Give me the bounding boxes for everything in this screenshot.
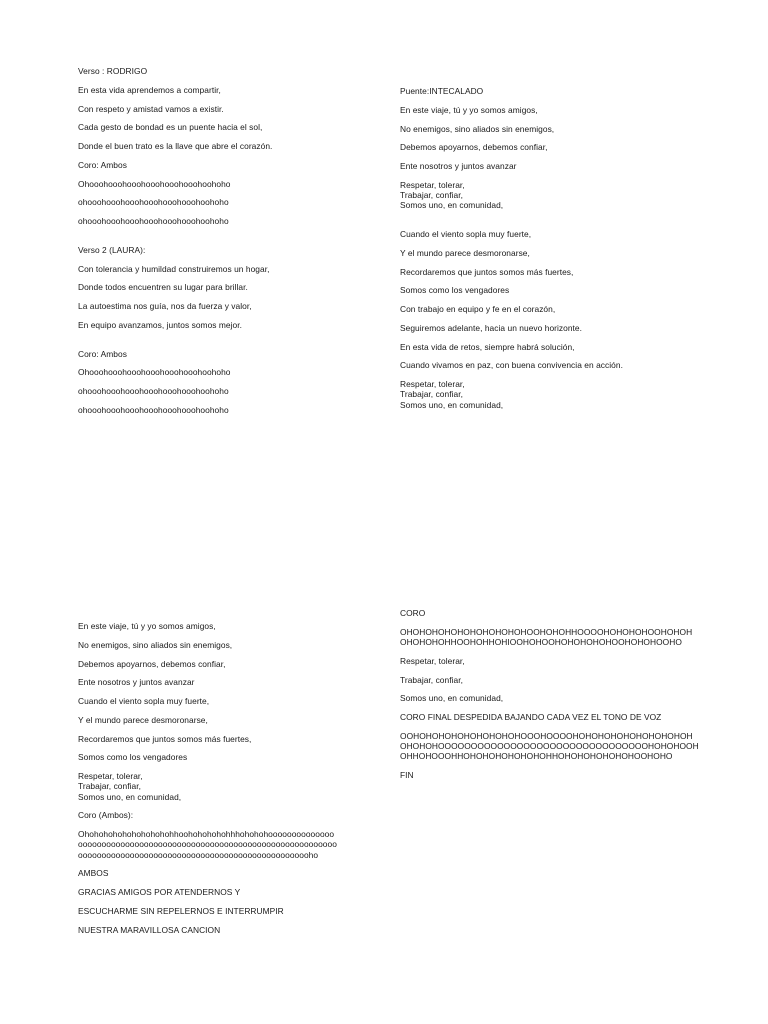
chorus-line: OHOHOHOHOHOHOHOHOHOHOOHOHOHHOOOOHOHOHOHOOHOHOH: [400, 626, 693, 637]
lyric-line: Ente nosotros y juntos avanzar: [78, 677, 195, 688]
chorus-heading: Coro (Ambos):: [78, 810, 134, 821]
chorus-line: ooooooooooooooooooooooooooooooooooooooooooooooooooooooo: [78, 839, 337, 850]
lyric-line: Trabajar, confiar,: [400, 389, 463, 400]
chorus-line: Ohooohooohooohooohooohooohoohoho: [78, 178, 231, 189]
lyric-line: Somos uno, en comunidad,: [78, 791, 182, 802]
chorus-line: oooooooooooooooooooooooooooooooooooooooooooooooooho: [78, 849, 319, 860]
chorus-line: ohooohooohooohooohooohooohoohoho: [78, 216, 229, 226]
chorus-heading: Coro: Ambos: [78, 159, 127, 170]
lyric-line: Cada gesto de bondad es un puente hacia el sol,: [78, 122, 263, 133]
lyric-line: En equipo avanzamos, juntos somos mejor.: [78, 319, 243, 330]
final-chorus-heading: CORO FINAL DESPEDIDA BAJANDO CADA VEZ EL TONO DE VOZ: [400, 712, 662, 722]
lyric-line: Seguiremos adelante, hacia un nuevo horizonte.: [400, 322, 583, 333]
lyric-line: Somos uno, en comunidad,: [400, 693, 504, 704]
lyric-line: Recordaremos que juntos somos más fuertes,: [400, 266, 574, 277]
lyric-line: Con tolerancia y humildad construiremos un hogar,: [78, 263, 270, 274]
lyric-line: Somos uno, en comunidad,: [400, 399, 504, 410]
chorus-line: Ohohohohohohohohohohhoohohohohohhhohohohoooooooooooooo: [78, 829, 335, 839]
lyric-line: Trabajar, confiar,: [400, 190, 463, 200]
lyric-line: Trabajar, confiar,: [400, 674, 463, 685]
chorus-line: OHOHOHOHHOOHOHHOHIOOHOHOOHOHOHOHOHOOHOHOHOOHO: [400, 637, 682, 647]
lyric-line: Cuando el viento sopla muy fuerte,: [400, 229, 532, 239]
bridge-heading: Puente:INTECALADO: [400, 86, 484, 96]
lyric-line: Cuando vivamos en paz, con buena convivencia en acción.: [400, 360, 623, 371]
chorus-heading: CORO: [400, 608, 426, 618]
lyric-line: Somos como los vengadores: [78, 752, 188, 763]
chorus-line: OHOHOHOOOOOOOOOOOOOOOOOOOOOOOOOOOOOOOOHOHOHOOH: [400, 741, 699, 751]
closing-line: ESCUCHARME SIN REPELERNOS E INTERRUMPIR: [78, 905, 284, 916]
lyrics-column-top-left: [78, 66, 272, 415]
lyric-line: Donde el buen trato es la llave que abre el corazón.: [78, 141, 273, 151]
chorus-line: Ohooohooohooohooohooohooohoohoho: [78, 367, 231, 378]
lyrics-column-bottom-left: [78, 621, 337, 935]
lyric-line: Respetar, tolerar,: [400, 179, 465, 190]
lyric-line: En esta vida aprendemos a compartir,: [78, 84, 221, 95]
chorus-line: OHHOHOOOHHOHOHOHOHOHOHOHHOHOHOHOHOHOHOOHOHO: [400, 751, 673, 762]
chorus-line: OOHOHOHOHOHOHOHOHOHOOOHOOOOHOHOHOHOHOHOHOHOHOH: [400, 730, 693, 741]
lyric-line: No enemigos, sino aliados sin enemigos,: [78, 639, 233, 650]
closing-line: NUESTRA MARAVILLOSA CANCION: [78, 924, 221, 935]
lyric-line: Ente nosotros y juntos avanzar: [400, 161, 517, 171]
lyric-line: Respetar, tolerar,: [78, 771, 143, 781]
lyric-line: Con trabajo en equipo y fe en el corazón,: [400, 304, 556, 314]
lyric-line: No enemigos, sino aliados sin enemigos,: [400, 123, 555, 134]
lyric-line: Y el mundo parece desmoronarse,: [400, 247, 530, 258]
lyric-line: Donde todos encuentren su lugar para brillar.: [78, 282, 248, 293]
lyric-line: Y el mundo parece desmoronarse,: [78, 714, 208, 725]
closing-heading: AMBOS: [78, 868, 109, 879]
lyric-line: En este viaje, tú y yo somos amigos,: [78, 621, 216, 631]
lyric-line: En esta vida de retos, siempre habrá solución,: [400, 341, 575, 352]
chorus-line: ohooohooohooohooohooohooohoohoho: [78, 404, 229, 415]
chorus-line: ohooohooohooohooohooohooohoohoho: [78, 197, 229, 208]
lyric-line: Debemos apoyarnos, debemos confiar,: [78, 658, 226, 669]
lyric-line: Debemos apoyarnos, debemos confiar,: [400, 142, 548, 153]
lyric-line: Somos uno, en comunidad,: [400, 200, 504, 211]
chorus-line: ohooohooohooohooohooohooohoohoho: [78, 386, 229, 396]
lyric-line: Respetar, tolerar,: [400, 379, 465, 389]
lyric-line: Cuando el viento sopla muy fuerte,: [78, 696, 210, 706]
lyrics-column-top-right: [400, 86, 623, 410]
chorus-heading: Coro: Ambos: [78, 348, 127, 359]
lyric-line: Trabajar, confiar,: [78, 781, 141, 792]
lyric-line: En este viaje, tú y yo somos amigos,: [400, 104, 538, 115]
verse-2-heading: Verso 2 (LAURA):: [78, 244, 146, 255]
lyric-line: La autoestima nos guía, nos da fuerza y valor,: [78, 301, 252, 311]
closing-line: GRACIAS AMIGOS POR ATENDERNOS Y: [78, 887, 241, 897]
lyric-line: Recordaremos que juntos somos más fuertes,: [78, 733, 252, 744]
verse-1-heading: Verso : RODRIGO: [78, 66, 148, 76]
lyric-line: Somos como los vengadores: [400, 285, 510, 296]
end-label: FIN: [400, 770, 414, 780]
lyrics-column-bottom-right: [400, 608, 699, 780]
lyric-line: Respetar, tolerar,: [400, 655, 465, 666]
lyric-line: Con respeto y amistad vamos a existir.: [78, 103, 224, 114]
